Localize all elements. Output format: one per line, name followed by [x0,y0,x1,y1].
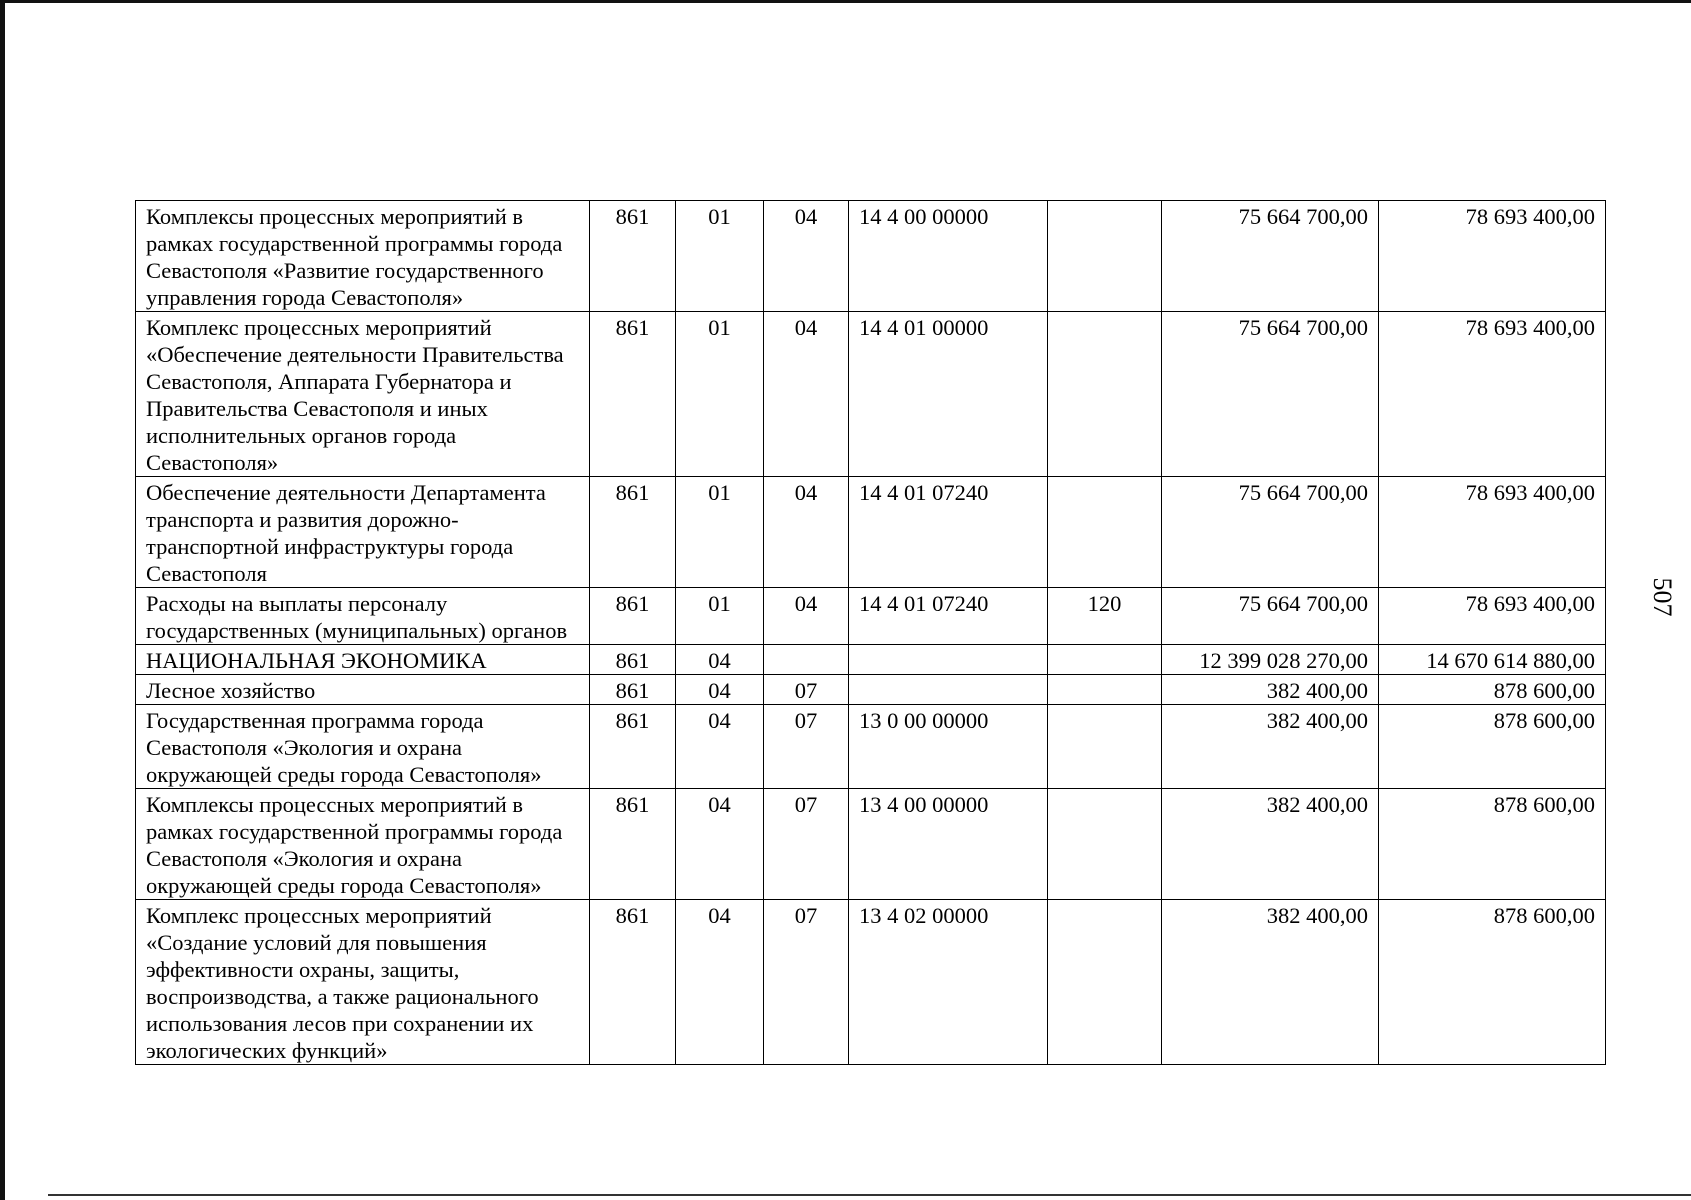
row-sum-year1-cell: 75 664 700,00 [1162,201,1379,312]
row-subsection-cell [764,645,849,675]
table-row [136,900,1606,1065]
table-row [136,588,1606,645]
row-expense-type-cell [1048,645,1162,675]
row-target-article-cell: 13 4 00 00000 [849,789,1048,900]
row-name-cell: Обеспечение деятельности Департамента транспорта и развития дорожно-транспортной инфраструктуры города Севастополя [136,477,590,588]
row-sum-year2-cell: 878 600,00 [1379,900,1606,1065]
row-section-cell: 01 [676,477,764,588]
row-sum-year2-cell: 78 693 400,00 [1379,588,1606,645]
row-target-article-cell: 14 4 00 00000 [849,201,1048,312]
budget-table-body [136,201,1606,1065]
row-sum-year2-cell: 14 670 614 880,00 [1379,645,1606,675]
table-row [136,789,1606,900]
row-subsection-cell: 07 [764,705,849,789]
row-name-cell: Комплекс процессных мероприятий «Обеспечение деятельности Правительства Севастополя, Аппарата Губернатора и Правительства Севастополя и иных исполнительных органов города Севастополя» [136,312,590,477]
row-sum-year2-cell: 78 693 400,00 [1379,201,1606,312]
row-section-cell: 04 [676,789,764,900]
row-sum-year1-cell: 75 664 700,00 [1162,588,1379,645]
row-section-cell: 01 [676,588,764,645]
row-sum-year1-cell: 382 400,00 [1162,675,1379,705]
row-ved-cell: 861 [590,312,676,477]
row-ved-cell: 861 [590,675,676,705]
row-section-cell: 04 [676,645,764,675]
row-subsection-cell: 04 [764,477,849,588]
scan-top-edge [0,0,1691,3]
row-name-cell: Комплексы процессных мероприятий в рамках государственной программы города Севастополя «Экология и охрана окружающей среды города Севастополя» [136,789,590,900]
table-row [136,312,1606,477]
row-name-cell: Комплекс процессных мероприятий «Создание условий для повышения эффективности охраны, защиты, воспроизводства, а также рационального использования лесов при сохранении их экологических функций» [136,900,590,1065]
row-name-cell: Лесное хозяйство [136,675,590,705]
table-row [136,477,1606,588]
row-sum-year1-cell: 75 664 700,00 [1162,312,1379,477]
row-sum-year1-cell: 75 664 700,00 [1162,477,1379,588]
row-subsection-cell: 04 [764,588,849,645]
row-sum-year2-cell: 878 600,00 [1379,705,1606,789]
table-row [136,705,1606,789]
row-subsection-cell: 07 [764,789,849,900]
row-target-article-cell: 14 4 01 07240 [849,477,1048,588]
row-sum-year2-cell: 878 600,00 [1379,675,1606,705]
row-section-cell: 04 [676,705,764,789]
row-expense-type-cell [1048,675,1162,705]
row-expense-type-cell [1048,789,1162,900]
row-subsection-cell: 07 [764,675,849,705]
row-sum-year1-cell: 382 400,00 [1162,789,1379,900]
row-section-cell: 01 [676,201,764,312]
row-ved-cell: 861 [590,645,676,675]
row-target-article-cell: 13 4 02 00000 [849,900,1048,1065]
row-ved-cell: 861 [590,588,676,645]
row-ved-cell: 861 [590,201,676,312]
row-target-article-cell [849,645,1048,675]
row-target-article-cell: 14 4 01 00000 [849,312,1048,477]
row-ved-cell: 861 [590,477,676,588]
row-target-article-cell: 13 0 00 00000 [849,705,1048,789]
page-number: 507 [1648,577,1677,617]
row-section-cell: 01 [676,312,764,477]
row-target-article-cell: 14 4 01 07240 [849,588,1048,645]
row-expense-type-cell [1048,477,1162,588]
table-row [136,645,1606,675]
row-subsection-cell: 04 [764,201,849,312]
row-ved-cell: 861 [590,705,676,789]
row-subsection-cell: 07 [764,900,849,1065]
row-name-cell: Комплексы процессных мероприятий в рамках государственной программы города Севастополя «Развитие государственного управления города Севастополя» [136,201,590,312]
row-expense-type-cell: 120 [1048,588,1162,645]
row-name-cell: НАЦИОНАЛЬНАЯ ЭКОНОМИКА [136,645,590,675]
row-section-cell: 04 [676,675,764,705]
row-name-cell: Расходы на выплаты персоналу государственных (муниципальных) органов [136,588,590,645]
row-section-cell: 04 [676,900,764,1065]
scan-left-edge [0,0,5,1200]
row-target-article-cell [849,675,1048,705]
budget-table [135,200,1606,1065]
row-sum-year2-cell: 78 693 400,00 [1379,312,1606,477]
row-sum-year2-cell: 78 693 400,00 [1379,477,1606,588]
row-name-cell: Государственная программа города Севастополя «Экология и охрана окружающей среды города Севастополя» [136,705,590,789]
row-expense-type-cell [1048,201,1162,312]
row-ved-cell: 861 [590,789,676,900]
row-sum-year1-cell: 12 399 028 270,00 [1162,645,1379,675]
table-row [136,201,1606,312]
row-expense-type-cell [1048,900,1162,1065]
row-ved-cell: 861 [590,900,676,1065]
table-row [136,675,1606,705]
row-sum-year1-cell: 382 400,00 [1162,705,1379,789]
row-subsection-cell: 04 [764,312,849,477]
row-sum-year2-cell: 878 600,00 [1379,789,1606,900]
row-expense-type-cell [1048,705,1162,789]
row-expense-type-cell [1048,312,1162,477]
scan-bottom-line [48,1194,1691,1196]
row-sum-year1-cell: 382 400,00 [1162,900,1379,1065]
